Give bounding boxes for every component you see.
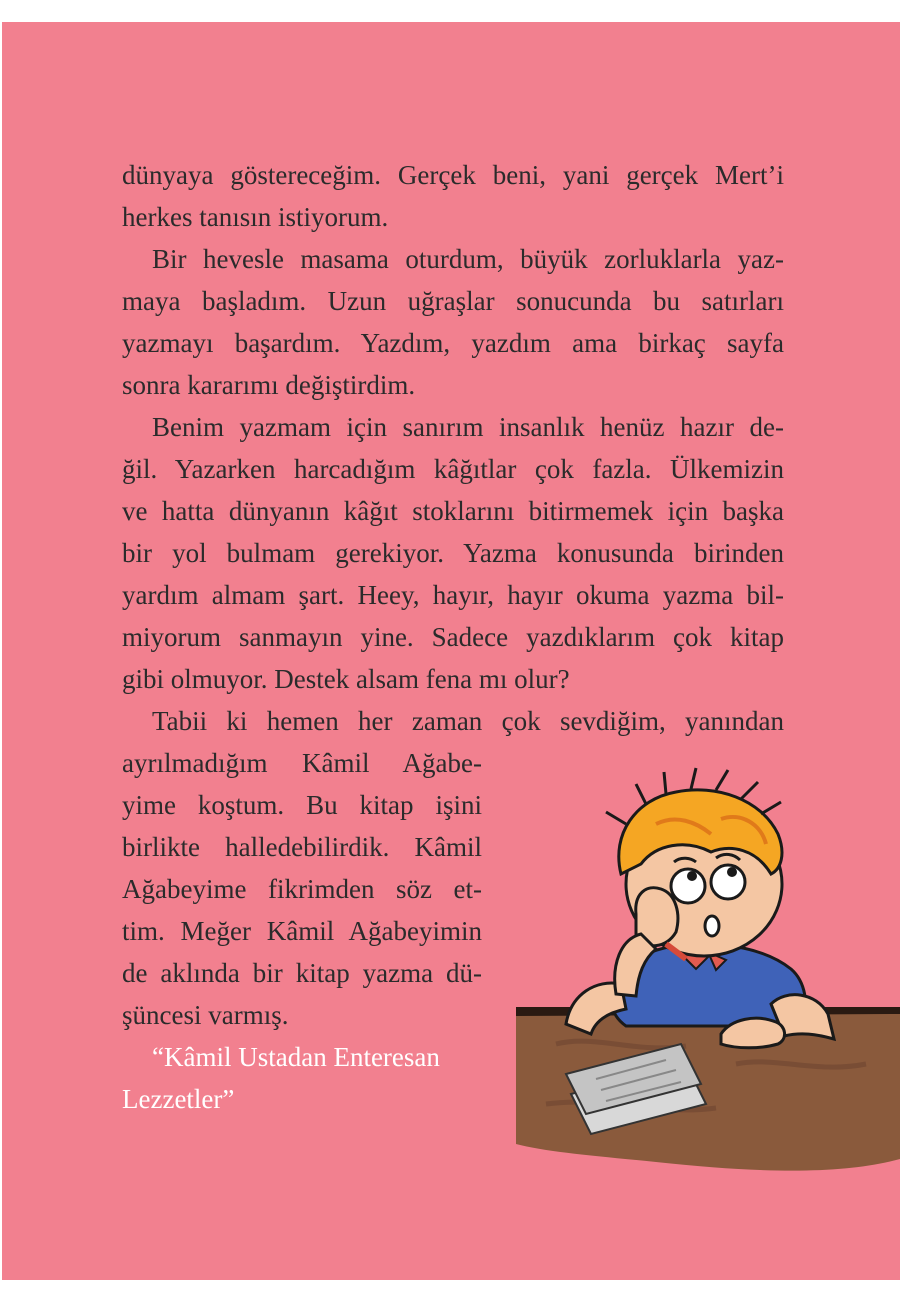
quote-line: Lezzetler” [122,1084,235,1114]
text-line: maya başladım. Uzun uğraşlar sonucunda bu satırları [122,286,784,316]
quote-line: “Kâmil Ustadan Enteresan [152,1042,440,1072]
text-line: Tabii ki hemen her zaman çok sevdiğim, yanından [152,706,784,736]
boy-thinking-illustration [516,764,900,1204]
text-line: miyorum sanmayın yine. Sadece yazdıklarım çok kitap [122,622,784,652]
text-line: sonra kararımı değiştirdim. [122,370,416,400]
text-line: şüncesi varmış. [122,1000,289,1030]
text-line: yardım almam şart. Heey, hayır, hayır okuma yazma bil- [122,580,784,610]
text-line: yime koştum. Bu kitap işini [122,790,482,820]
text-line: ayrılmadığım Kâmil Ağabe- [122,748,482,778]
text-line: ğil. Yazarken harcadığım kâğıtlar çok fazla. Ülkemizin [122,454,784,484]
text-line: bir yol bulmam gerekiyor. Yazma konusunda birinden [122,538,784,568]
text-line: ve hatta dünyanın kâğıt stoklarını bitirmemek için başka [122,496,784,526]
text-line: Bir hevesle masama oturdum, büyük zorluklarla yaz- [152,244,784,274]
book-page [2,22,900,1280]
text-line: gibi olmuyor. Destek alsam fena mı olur? [122,664,570,694]
text-line: Ağabeyime fikrimden söz et- [122,874,482,904]
text-line: dünyaya göstereceğim. Gerçek beni, yani gerçek Mert’i [122,160,784,190]
text-line: herkes tanısın istiyorum. [122,202,389,232]
text-line: birlikte halledebilirdik. Kâmil [122,832,482,862]
text-line: tim. Meğer Kâmil Ağabeyimin [122,916,482,946]
text-line: Benim yazmam için sanırım insanlık henüz hazır de- [152,412,784,442]
text-line: de aklında bir kitap yazma dü- [122,958,482,988]
text-line: yazmayı başardım. Yazdım, yazdım ama birkaç sayfa [122,328,784,358]
